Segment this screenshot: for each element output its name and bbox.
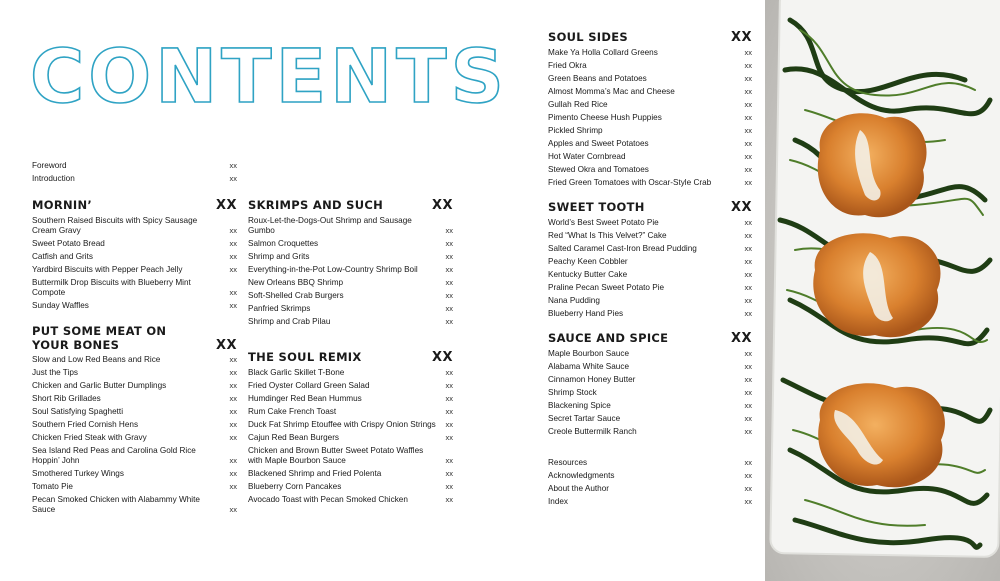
- toc-entry: [32, 433, 237, 446]
- entry-page: xx: [229, 420, 237, 429]
- toc-entry: [548, 48, 752, 61]
- entry-page: xx: [445, 455, 453, 465]
- toc-entry: [548, 296, 752, 309]
- toc-entry: [248, 433, 453, 446]
- toc-entry: [248, 239, 453, 252]
- entry-title: Slow and Low Red Beans and Rice: [32, 355, 161, 364]
- entry-page: xx: [229, 505, 237, 514]
- entry-page: xx: [445, 481, 453, 491]
- section-page: XX: [431, 350, 453, 365]
- entry-page: xx: [744, 348, 752, 358]
- entry-page: xx: [744, 458, 752, 467]
- entry-page: xx: [744, 47, 752, 57]
- entry-page: xx: [229, 407, 237, 416]
- entry-title: Humdinger Red Bean Hummus: [248, 393, 362, 403]
- entry-title: Blackened Shrimp and Fried Polenta: [248, 468, 382, 478]
- entry-list: [32, 355, 237, 518]
- entry-page: xx: [229, 381, 237, 390]
- entry-title: Index: [548, 497, 569, 506]
- toc-entry: [32, 482, 237, 495]
- entry-title: Chicken Fried Steak with Gravy: [32, 433, 147, 442]
- entry-title: Make Ya Holla Collard Greens: [548, 47, 658, 57]
- entry-title: Introduction: [32, 174, 75, 183]
- entry-title: Shrimp and Grits: [248, 251, 310, 261]
- entry-page: xx: [229, 368, 237, 377]
- entry-title: Sunday Waffles: [32, 300, 89, 310]
- toc-entry: [548, 362, 752, 375]
- toc-entry: [248, 469, 453, 482]
- toc-entry: [548, 165, 752, 178]
- entry-page: xx: [445, 251, 453, 261]
- toc-entry: [548, 388, 752, 401]
- entry-page: xx: [229, 174, 237, 183]
- section-page: XX: [215, 337, 237, 353]
- entry-title: Roux-Let-the-Dogs-Out Shrimp and Sausage Gumbo: [248, 215, 412, 235]
- toc-entry: [548, 458, 752, 471]
- toc-entry: [548, 244, 752, 257]
- toc-entry: [248, 252, 453, 265]
- toc-entry: [32, 394, 237, 407]
- entry-title: New Orleans BBQ Shrimp: [248, 277, 344, 287]
- toc-entry: [32, 420, 237, 433]
- entry-page: xx: [445, 264, 453, 274]
- entry-page: xx: [445, 432, 453, 442]
- entry-title: Avocado Toast with Pecan Smoked Chicken: [248, 494, 408, 504]
- entry-title: Rum Cake French Toast: [248, 406, 337, 416]
- toc-entry: [548, 484, 752, 497]
- entry-title: Blueberry Corn Pancakes: [248, 481, 342, 491]
- toc-entry: [548, 375, 752, 388]
- entry-title: About the Author: [548, 484, 609, 493]
- toc-entry: [32, 239, 237, 252]
- entry-title: Resources: [548, 458, 588, 467]
- entry-page: xx: [744, 177, 752, 187]
- section-heading: SOUL SIDES: [548, 30, 628, 44]
- toc-entry: [248, 317, 453, 330]
- entry-title: Chicken and Garlic Butter Dumplings: [32, 381, 167, 390]
- entry-title: Catfish and Grits: [32, 251, 93, 261]
- toc-entry: [548, 113, 752, 126]
- toc-entry: [548, 401, 752, 414]
- entry-title: Yardbird Biscuits with Pepper Peach Jelly: [32, 264, 183, 274]
- entry-title: Shrimp and Crab Pilau: [248, 316, 331, 326]
- entry-title: Cinnamon Honey Butter: [548, 374, 636, 384]
- entry-title: Sea Island Red Peas and Carolina Gold Rice Hoppin’ John: [32, 446, 196, 465]
- toc-entry: [548, 270, 752, 283]
- fried-chicken-illustration: [765, 0, 1000, 581]
- toc-entry: [32, 216, 237, 239]
- entry-title: Panfried Skrimps: [248, 303, 311, 313]
- toc-entry: [32, 161, 237, 174]
- section-heading: PUT SOME MEAT ON YOUR BONES: [32, 324, 167, 352]
- toc-entry: [548, 74, 752, 87]
- toc-entry: [548, 414, 752, 427]
- toc-column-left: [32, 0, 237, 581]
- entry-page: xx: [445, 419, 453, 429]
- entry-page: xx: [445, 468, 453, 478]
- toc-entry: [548, 471, 752, 484]
- entry-page: xx: [744, 361, 752, 371]
- entry-page: xx: [744, 112, 752, 122]
- entry-title: World’s Best Sweet Potato Pie: [548, 217, 659, 227]
- entry-title: Nana Pudding: [548, 295, 600, 305]
- entry-page: xx: [744, 243, 752, 253]
- toc-entry: [32, 265, 237, 278]
- entry-title: Southern Fried Cornish Hens: [32, 420, 139, 429]
- toc-column-middle: [248, 0, 453, 581]
- entry-page: xx: [445, 238, 453, 248]
- entry-title: Praline Pecan Sweet Potato Pie: [548, 282, 665, 292]
- toc-entry: [32, 368, 237, 381]
- entry-page: xx: [445, 406, 453, 416]
- toc-entry: [548, 100, 752, 113]
- section-heading: SKRIMPS AND SUCH: [248, 198, 384, 212]
- entry-page: xx: [744, 426, 752, 436]
- toc-entry: [32, 252, 237, 265]
- entry-page: xx: [744, 269, 752, 279]
- entry-page: xx: [445, 380, 453, 390]
- entry-page: xx: [445, 316, 453, 326]
- entry-title: Blueberry Hand Pies: [548, 308, 624, 318]
- entry-title: Alabama White Sauce: [548, 361, 630, 371]
- entry-page: xx: [744, 400, 752, 410]
- entry-title: Blackening Spice: [548, 400, 611, 410]
- section-page: XX: [730, 30, 752, 45]
- section-heading: SAUCE AND SPICE: [548, 331, 669, 345]
- toc-entry: [32, 495, 237, 518]
- toc-entry: [248, 368, 453, 381]
- entry-page: xx: [229, 300, 237, 310]
- section-page: XX: [431, 198, 453, 213]
- entry-page: xx: [744, 387, 752, 397]
- entry-title: Pimento Cheese Hush Puppies: [548, 112, 662, 122]
- section-sauce: [548, 332, 752, 440]
- entry-title: Tomato Pie: [32, 482, 73, 491]
- entry-title: Gullah Red Rice: [548, 99, 608, 109]
- entry-list: [548, 48, 752, 191]
- back-matter-list: [548, 458, 752, 510]
- section-sweet: [548, 201, 752, 322]
- entry-page: xx: [744, 164, 752, 174]
- entry-page: xx: [229, 251, 237, 261]
- toc-entry: [248, 495, 453, 508]
- toc-entry: [548, 427, 752, 440]
- section-skrimps: [248, 199, 453, 330]
- toc-entry: [248, 394, 453, 407]
- entry-page: xx: [744, 497, 752, 506]
- entry-title: Soul Satisfying Spaghetti: [32, 407, 124, 416]
- entry-page: xx: [744, 256, 752, 266]
- entry-title: Smothered Turkey Wings: [32, 469, 124, 478]
- entry-page: xx: [229, 433, 237, 442]
- entry-page: xx: [229, 469, 237, 478]
- toc-entry: [248, 420, 453, 433]
- toc-entry: [548, 61, 752, 74]
- toc-entry: [548, 139, 752, 152]
- toc-entry: [248, 291, 453, 304]
- toc-entry: [248, 265, 453, 278]
- entry-page: xx: [445, 367, 453, 377]
- toc-entry: [548, 257, 752, 270]
- entry-title: Stewed Okra and Tomatoes: [548, 164, 649, 174]
- entry-list: [548, 349, 752, 440]
- entry-page: xx: [229, 225, 237, 235]
- entry-page: xx: [744, 217, 752, 227]
- entry-page: xx: [744, 125, 752, 135]
- page-title: CONTENTS: [30, 34, 508, 120]
- entry-title: Kentucky Butter Cake: [548, 269, 628, 279]
- entry-title: Just the Tips: [32, 368, 78, 377]
- entry-list: [248, 216, 453, 330]
- entry-page: xx: [744, 413, 752, 423]
- section-heading: SWEET TOOTH: [548, 200, 645, 214]
- entry-page: xx: [229, 394, 237, 403]
- toc-entry: [248, 381, 453, 394]
- section-meat: [32, 325, 237, 518]
- entry-title: Cajun Red Bean Burgers: [248, 432, 340, 442]
- entry-page: xx: [744, 138, 752, 148]
- section-remix: [248, 351, 453, 508]
- entry-page: xx: [744, 230, 752, 240]
- entry-title: Creole Buttermilk Ranch: [548, 426, 637, 436]
- entry-title: Fried Okra: [548, 60, 587, 70]
- section-page: XX: [730, 200, 752, 215]
- toc-entry: [248, 278, 453, 291]
- entry-title: Salted Caramel Cast-Iron Bread Pudding: [548, 243, 697, 253]
- toc-entry: [548, 231, 752, 244]
- entry-page: xx: [744, 73, 752, 83]
- entry-list: [248, 368, 453, 508]
- toc-entry: [548, 349, 752, 362]
- entry-page: xx: [445, 277, 453, 287]
- entry-page: xx: [445, 393, 453, 403]
- entry-title: Soft-Shelled Crab Burgers: [248, 290, 344, 300]
- toc-entry: [248, 446, 453, 469]
- entry-title: Red “What Is This Velvet?” Cake: [548, 230, 667, 240]
- toc-entry: [548, 178, 752, 191]
- entry-page: xx: [229, 482, 237, 491]
- entry-page: xx: [744, 86, 752, 96]
- entry-list: [548, 218, 752, 322]
- entry-title: Everything-in-the-Pot Low-Country Shrimp Boil: [248, 264, 418, 274]
- entry-page: xx: [229, 456, 237, 465]
- entry-page: xx: [445, 494, 453, 504]
- section-page: XX: [730, 331, 752, 346]
- toc-entry: [32, 381, 237, 394]
- front-matter-list: [32, 161, 237, 187]
- entry-page: xx: [445, 290, 453, 300]
- section-sides: [548, 31, 752, 191]
- toc-entry: [32, 407, 237, 420]
- entry-page: xx: [744, 308, 752, 318]
- toc-entry: [548, 309, 752, 322]
- toc-entry: [548, 283, 752, 296]
- entry-page: xx: [744, 60, 752, 70]
- entry-title: Shrimp Stock: [548, 387, 597, 397]
- section-mornin: [32, 199, 237, 314]
- entry-page: xx: [229, 161, 237, 170]
- toc-column-right: [548, 0, 752, 581]
- entry-page: xx: [744, 374, 752, 384]
- entry-title: Pecan Smoked Chicken with Alabammy White Sauce: [32, 495, 200, 514]
- entry-page: xx: [744, 295, 752, 305]
- entry-title: Peachy Keen Cobbler: [548, 256, 628, 266]
- entry-page: xx: [744, 99, 752, 109]
- entry-title: Almost Momma’s Mac and Cheese: [548, 86, 675, 96]
- entry-page: xx: [744, 151, 752, 161]
- toc-entry: [32, 469, 237, 482]
- section-heading: MORNIN’: [32, 198, 93, 212]
- toc-entry: [248, 482, 453, 495]
- toc-entry: [548, 152, 752, 165]
- entry-title: Maple Bourbon Sauce: [548, 348, 630, 358]
- entry-title: Apples and Sweet Potatoes: [548, 138, 649, 148]
- entry-title: Acknowledgments: [548, 471, 615, 480]
- toc-entry: [248, 304, 453, 317]
- entry-page: xx: [445, 303, 453, 313]
- entry-title: Salmon Croquettes: [248, 238, 319, 248]
- entry-title: Pickled Shrimp: [548, 125, 603, 135]
- toc-entry: [548, 497, 752, 510]
- entry-title: Foreword: [32, 161, 67, 170]
- entry-page: xx: [229, 238, 237, 248]
- entry-title: Fried Oyster Collard Green Salad: [248, 380, 370, 390]
- toc-entry: [32, 355, 237, 368]
- entry-page: xx: [229, 287, 237, 297]
- entry-title: Fried Green Tomatoes with Oscar-Style Crab: [548, 177, 712, 187]
- entry-title: Secret Tartar Sauce: [548, 413, 621, 423]
- entry-page: xx: [445, 225, 453, 235]
- entry-title: Sweet Potato Bread: [32, 238, 105, 248]
- entry-page: xx: [744, 484, 752, 493]
- toc-entry: [248, 216, 453, 239]
- entry-page: xx: [744, 282, 752, 292]
- entry-title: Hot Water Cornbread: [548, 151, 626, 161]
- entry-page: xx: [744, 471, 752, 480]
- toc-entry: [548, 87, 752, 100]
- toc-entry: [548, 126, 752, 139]
- entry-title: Duck Fat Shrimp Etouffee with Crispy Onion Strings: [248, 419, 436, 429]
- toc-entry: [32, 301, 237, 314]
- toc-entry: [32, 278, 237, 301]
- entry-title: Black Garlic Skillet T-Bone: [248, 367, 345, 377]
- toc-entry: [548, 218, 752, 231]
- toc-entry: [32, 446, 237, 469]
- food-photo: [765, 0, 1000, 581]
- toc-entry: [32, 174, 237, 187]
- entry-title: Buttermilk Drop Biscuits with Blueberry Mint Compote: [32, 277, 191, 297]
- entry-title: Short Rib Grillades: [32, 394, 101, 403]
- entry-title: Green Beans and Potatoes: [548, 73, 647, 83]
- entry-page: xx: [229, 355, 237, 364]
- toc-entry: [248, 407, 453, 420]
- entry-title: Chicken and Brown Butter Sweet Potato Waffles with Maple Bourbon Sauce: [248, 445, 424, 465]
- entry-list: [32, 216, 237, 314]
- entry-page: xx: [229, 264, 237, 274]
- section-heading: THE SOUL REMIX: [248, 350, 362, 364]
- entry-title: Southern Raised Biscuits with Spicy Sausage Cream Gravy: [32, 215, 198, 235]
- section-page: XX: [215, 198, 237, 213]
